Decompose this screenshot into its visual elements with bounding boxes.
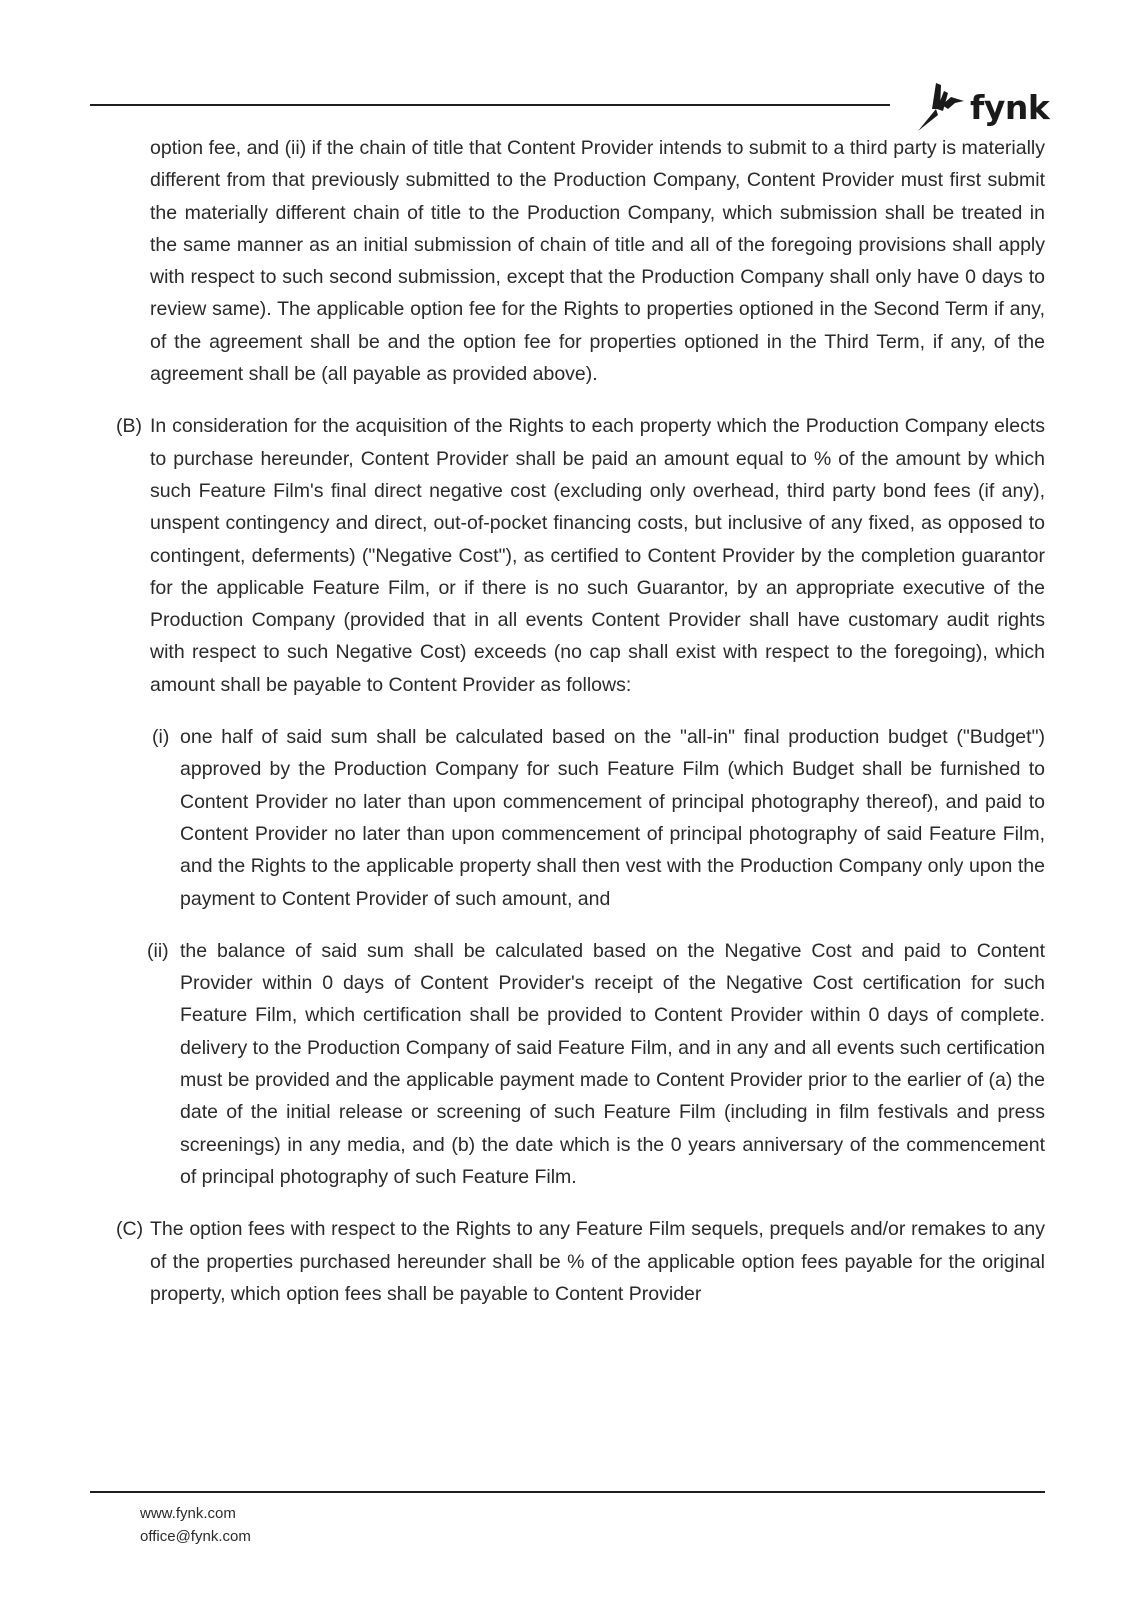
section-c — [116, 1213, 1045, 1310]
item-i — [152, 721, 1045, 915]
item-ii — [147, 935, 1045, 1193]
brand-name: fynk — [970, 87, 1050, 127]
section-c-marker: (C) — [116, 1218, 144, 1241]
section-b — [116, 410, 1045, 701]
item-i-marker: (i) — [152, 726, 170, 749]
item-ii-text: the balance of said sum shall be calculated based on the Negative Cost and paid to Content Provider within 0 days of Content Provider's receipt of the Negative Cost certification for such Feature Film, which certification shall be provided to Content Provider within 0 days of complete. delivery to the Production Company of said Feature Film, and in any and all events such certification must be provided and the applicable payment made to Content Provider prior to the earlier of (a) the date of the initial release or screening of such Feature Film (including in film festivals and press screenings) in any media, and (b) the date which is the 0 years anniversary of the commencement of principal photography of such Feature Film. — [180, 939, 1045, 1188]
footer — [140, 1502, 251, 1548]
brand-logo — [918, 78, 1049, 134]
section-b-marker: (B) — [116, 415, 142, 438]
section-b-text: In consideration for the acquisition of the Rights to each property which the Production Company elects to purchase hereunder, Content Provider shall be paid an amount equal to % of the amount by which such Feature Film's final direct negative cost (excluding only overhead, third party bond fees (if any), unspent contingency and direct, out-of-pocket financing costs, but inclusive of any fixed, as opposed to contingent, deferments) ("Negative Cost"), as certified to Content Provider by the completion guarantor for the applicable Feature Film, or if there is no such Guarantor, by an appropriate executive of the Production Company (provided that in all events Content Provider shall have customary audit rights with respect to such Negative Cost) exceeds (no cap shall exist with respect to the foregoing), which amount shall be payable to Content Provider as follows: — [150, 415, 1045, 696]
continuation-paragraph: option fee, and (ii) if the chain of title that Content Provider intends to submit to a third party is materially different from that previously submitted to the Production Company, Content Provider must first submit the materially different chain of title to the Production Company, which submission shall be treated in the same manner as an initial submission of chain of title and all of the foregoing provisions shall apply with respect to such second submission, except that the Production Company shall only have 0 days to review same). The applicable option fee for the Rights to properties optioned in the Second Term if any, of the agreement shall be and the option fee for properties optioned in the Third Term, if any, of the agreement shall be (all payable as provided above). — [150, 137, 1045, 386]
document-body — [0, 132, 1131, 1310]
item-ii-marker: (ii) — [147, 939, 169, 962]
section-c-text: The option fees with respect to the Rights to any Feature Film sequels, prequels and/or remakes to any of the properties purchased hereunder shall be % of the applicable option fees payable for the original property, which option fees shall be payable to Content Provider — [150, 1218, 1045, 1305]
footer-divider — [90, 1491, 1045, 1493]
header-divider — [90, 104, 890, 106]
footer-website: www.fynk.com — [140, 1505, 236, 1522]
item-i-text: one half of said sum shall be calculated based on the "all-in" final production budget ("Budget") approved by the Production Company for such Feature Film (which Budget shall be furnished to Content Provider no later than upon commencement of principal photography thereof), and paid to Content Provider no later than upon commencement of principal photography of said Feature Film, and the Rights to the applicable property shall then vest with the Production Company only upon the payment to Content Provider of such amount, and — [180, 726, 1045, 910]
fynk-bird-icon — [918, 79, 964, 133]
footer-email: office@fynk.com — [140, 1528, 251, 1545]
